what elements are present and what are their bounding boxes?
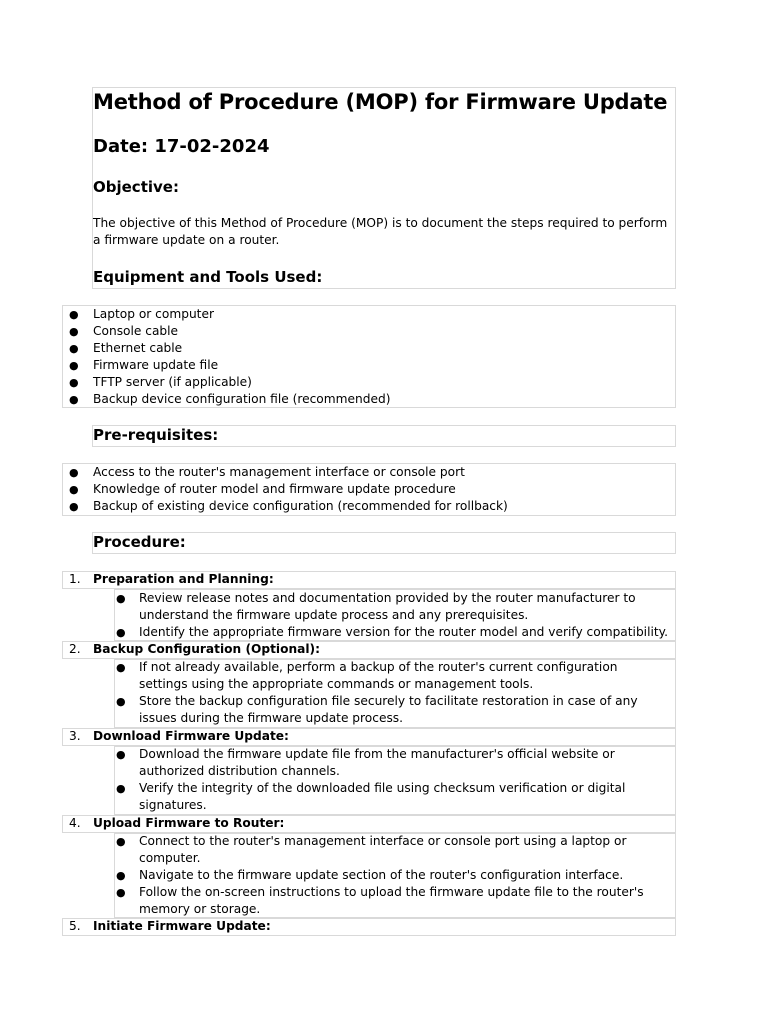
list-bullet: ●	[116, 748, 126, 761]
list-item: Firmware update file	[93, 358, 219, 372]
list-bullet: ●	[69, 325, 79, 338]
step-item: Identify the appropriate firmware version for the router model and verify compatibility.	[139, 625, 668, 639]
list-item: TFTP server (if applicable)	[93, 375, 252, 389]
list-bullet: ●	[116, 869, 126, 882]
list-bullet: ●	[69, 393, 79, 406]
list-bullet: ●	[116, 695, 126, 708]
step-item: Store the backup configuration file securely to facilitate restoration in case of any issues during the firmware update process.	[139, 694, 638, 725]
list-bullet: ●	[69, 483, 79, 496]
list-item: Backup of existing device configuration (recommended for rollback)	[93, 499, 508, 513]
objective-heading: Objective:	[93, 178, 179, 196]
list-item: Ethernet cable	[93, 341, 183, 355]
list-bullet: ●	[116, 835, 126, 848]
list-bullet: ●	[69, 308, 79, 321]
step-item: Follow the on-screen instructions to upload the firmware update file to the router's memory or storage.	[139, 885, 644, 916]
list-bullet: ●	[116, 626, 126, 639]
step-number: 3.	[69, 729, 81, 743]
step-item: Download the firmware update file from the manufacturer's official website or authorized distribution channels.	[139, 747, 615, 778]
list-item: Access to the router's management interface or console port	[93, 465, 465, 479]
list-item: Console cable	[93, 324, 179, 338]
list-bullet: ●	[116, 886, 126, 899]
list-item: Laptop or computer	[93, 307, 214, 321]
step-number: 4.	[69, 816, 81, 830]
list-item: Knowledge of router model and firmware update procedure	[93, 482, 456, 496]
list-bullet: ●	[69, 466, 79, 479]
document-title: Method of Procedure (MOP) for Firmware Update	[93, 90, 668, 114]
step-title: Download Firmware Update:	[93, 729, 289, 743]
intro-frame	[92, 87, 676, 289]
prereq-heading: Pre-requisites:	[93, 426, 219, 444]
list-bullet: ●	[116, 661, 126, 674]
list-bullet: ●	[69, 500, 79, 513]
list-bullet: ●	[69, 359, 79, 372]
step-number: 5.	[69, 919, 81, 933]
list-bullet: ●	[69, 376, 79, 389]
step-title: Initiate Firmware Update:	[93, 919, 271, 933]
list-bullet: ●	[69, 342, 79, 355]
step-title: Preparation and Planning:	[93, 572, 274, 586]
list-bullet: ●	[116, 782, 126, 795]
document-date: Date: 17-02-2024	[93, 136, 270, 157]
step-item: If not already available, perform a backup of the router's current configuration settings using the appropriate commands or management tools.	[139, 660, 618, 691]
step-number: 2.	[69, 642, 81, 656]
step-item: Connect to the router's management interface or console port using a laptop or computer.	[139, 834, 627, 865]
step-number: 1.	[69, 572, 81, 586]
list-item: Backup device configuration file (recommended)	[93, 392, 391, 406]
list-bullet: ●	[116, 592, 126, 605]
objective-text: The objective of this Method of Procedure (MOP) is to document the steps required to perform a firmware update on a router.	[93, 216, 668, 247]
step-title: Upload Firmware to Router:	[93, 816, 285, 830]
step-item: Navigate to the firmware update section of the router's configuration interface.	[139, 868, 624, 882]
equipment-heading: Equipment and Tools Used:	[93, 268, 323, 286]
procedure-heading: Procedure:	[93, 533, 186, 551]
step-title: Backup Configuration (Optional):	[93, 642, 320, 656]
step-item: Verify the integrity of the downloaded file using checksum verification or digital signatures.	[139, 781, 626, 812]
step-item: Review release notes and documentation provided by the router manufacturer to understand the firmware update process and any prerequisites.	[139, 591, 636, 622]
